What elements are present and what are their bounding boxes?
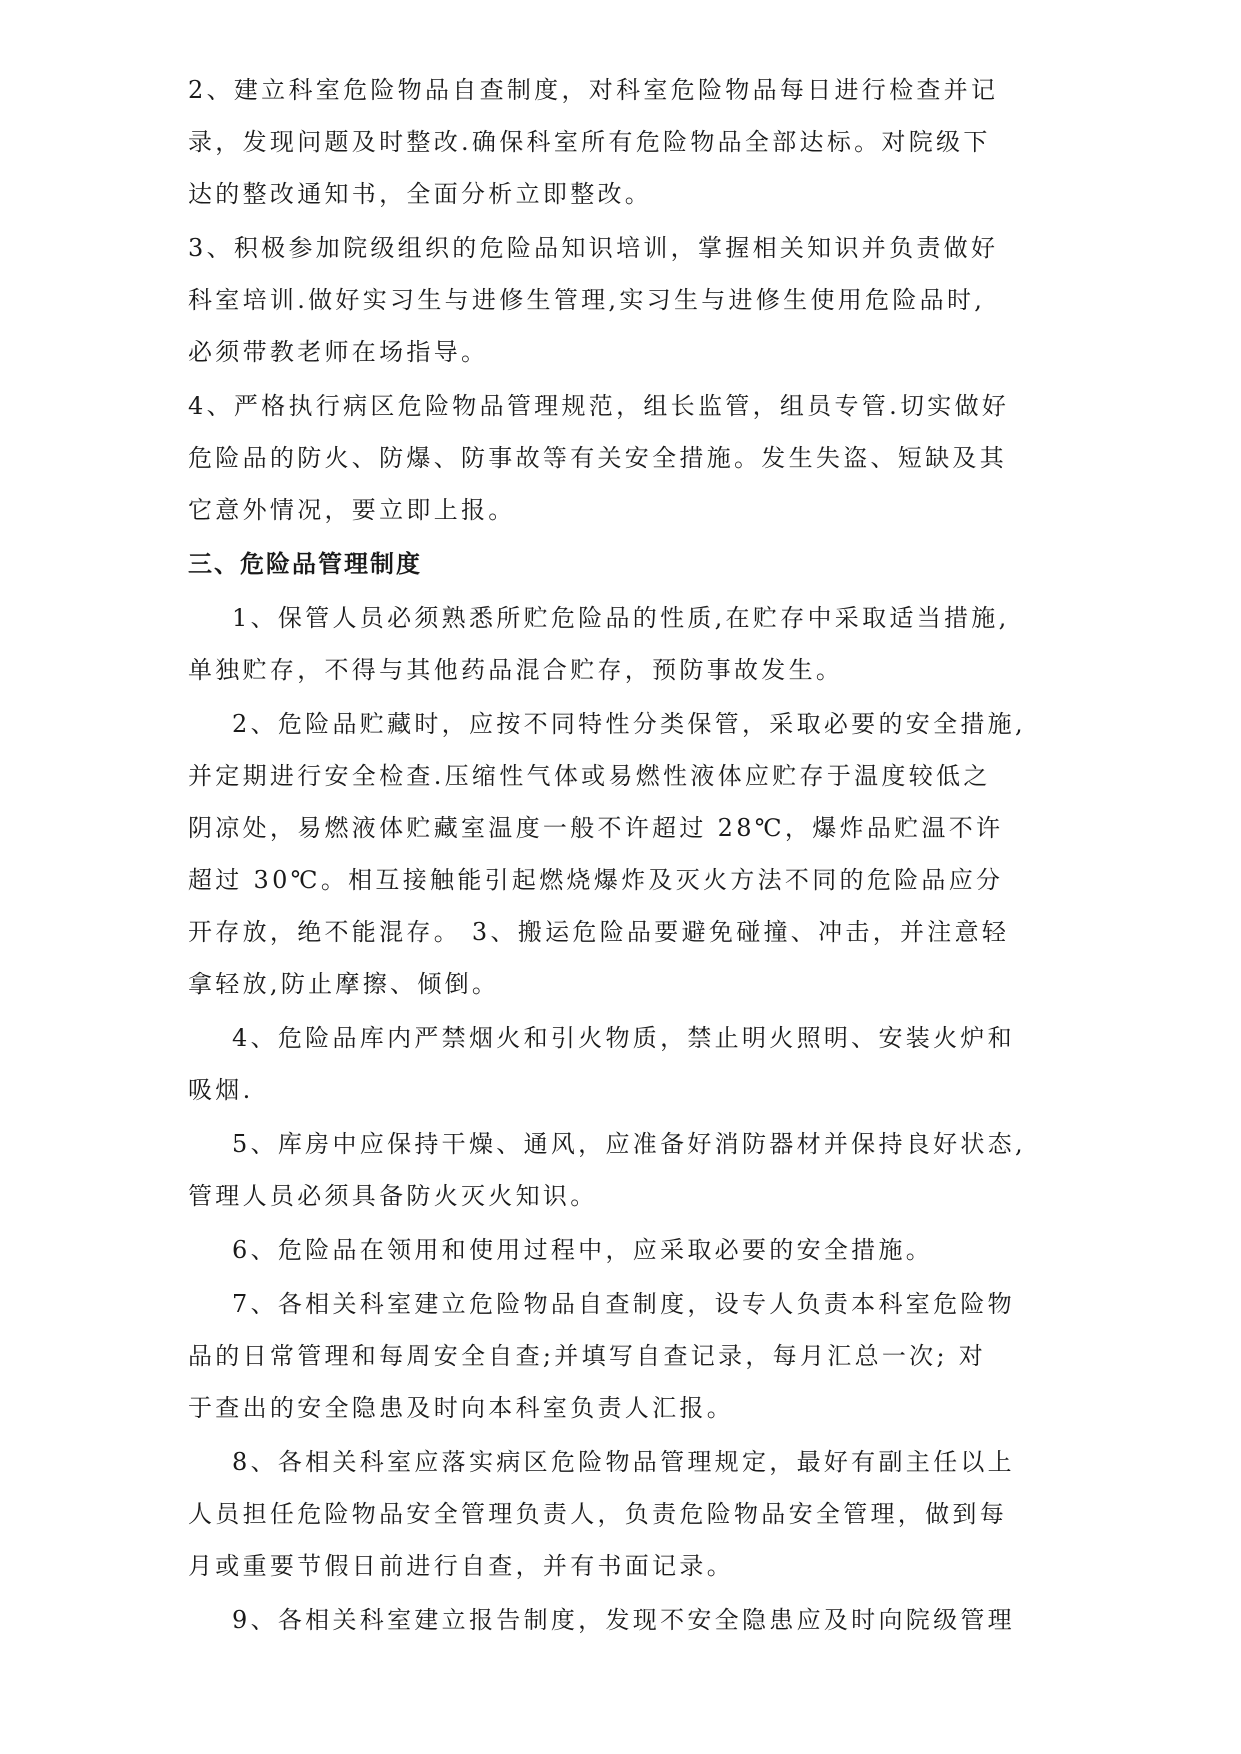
text-line: 危险品的防火、防爆、防事故等有关安全措施。发生失盗、短缺及其: [188, 444, 1007, 472]
text-line: 于查出的安全隐患及时向本科室负责人汇报。: [188, 1394, 734, 1422]
text-line: 4、危险品库内严禁烟火和引火物质，禁止明火照明、安装火炉和: [232, 1024, 1015, 1052]
text-line: 3、积极参加院级组织的危险品知识培训，掌握相关知识并负责做好: [188, 234, 999, 262]
text-line: 拿轻放,防止摩擦、倾倒。: [188, 970, 500, 998]
text-line: 管理人员必须具备防火灭火知识。: [188, 1182, 598, 1210]
text-line: 7、各相关科室建立危险物品自查制度，设专人负责本科室危险物: [232, 1290, 1015, 1318]
text-line: 月或重要节假日前进行自查，并有书面记录。: [188, 1552, 734, 1580]
text-line: 并定期进行安全检查.压缩性气体或易燃性液体应贮存于温度较低之: [188, 762, 991, 790]
text-line: 达的整改通知书，全面分析立即整改。: [188, 180, 653, 208]
text-line: 2、危险品贮藏时，应按不同特性分类保管，采取必要的安全措施,: [232, 710, 1026, 738]
text-line: 8、各相关科室应落实病区危险物品管理规定，最好有副主任以上: [232, 1448, 1015, 1476]
text-line: 单独贮存，不得与其他药品混合贮存，预防事故发生。: [188, 656, 844, 684]
text-line: 它意外情况，要立即上报。: [188, 496, 516, 524]
text-line: 吸烟.: [188, 1076, 254, 1104]
text-line: 品的日常管理和每周安全自查;并填写自查记录，每月汇总一次; 对: [188, 1342, 987, 1370]
text-line: 科室培训.做好实习生与进修生管理,实习生与进修生使用危险品时,: [188, 286, 986, 314]
text-line: 必须带教老师在场指导。: [188, 338, 489, 366]
text-line: 5、库房中应保持干燥、通风，应准备好消防器材并保持良好状态,: [232, 1130, 1026, 1158]
text-line: 开存放，绝不能混存。 3、搬运危险品要避免碰撞、冲击，并注意轻: [188, 918, 1010, 946]
text-line: 阴凉处，易燃液体贮藏室温度一般不许超过 28℃，爆炸品贮温不许: [188, 814, 1004, 842]
text-line: 2、建立科室危险物品自查制度，对科室危险物品每日进行检查并记: [188, 76, 999, 104]
text-line: 人员担任危险物品安全管理负责人，负责危险物品安全管理，做到每: [188, 1500, 1007, 1528]
text-line: 超过 30℃。相互接触能引起燃烧爆炸及灭火方法不同的危险品应分: [188, 866, 1004, 894]
section-heading: 三、危险品管理制度: [188, 550, 422, 578]
text-line: 9、各相关科室建立报告制度，发现不安全隐患应及时向院级管理: [232, 1606, 1015, 1634]
text-line: 6、危险品在领用和使用过程中，应采取必要的安全措施。: [232, 1236, 934, 1264]
text-line: 4、严格执行病区危险物品管理规范，组长监管，组员专管.切实做好: [188, 392, 1010, 420]
text-line: 1、保管人员必须熟悉所贮危险品的性质,在贮存中采取适当措施,: [232, 604, 1010, 632]
text-line: 录，发现问题及时整改.确保科室所有危险物品全部达标。对院级下: [188, 128, 991, 156]
